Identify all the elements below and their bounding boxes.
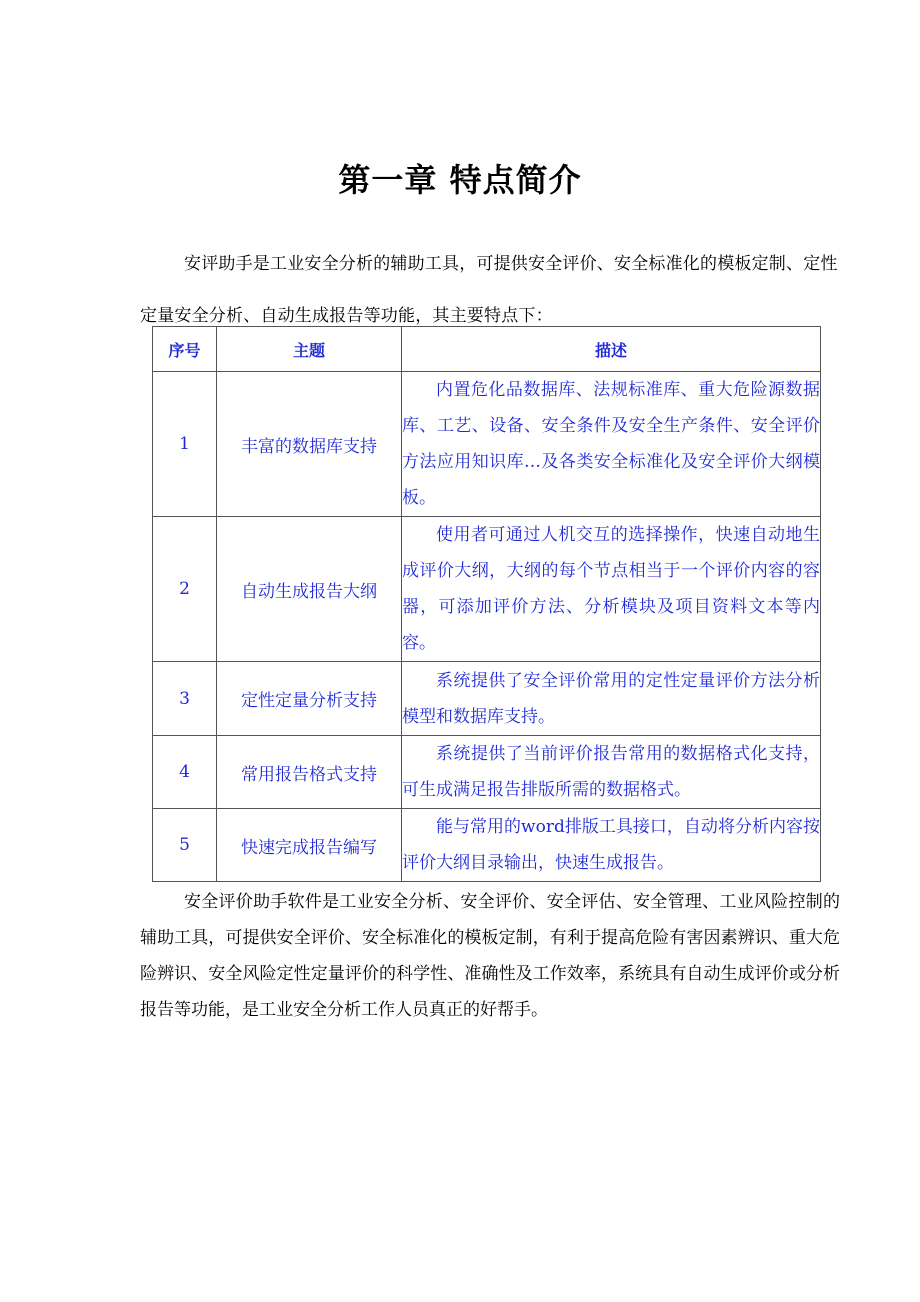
row-description: 系统提供了安全评价常用的定性定量评价方法分析模型和数据库支持。 [402, 662, 821, 736]
header-number: 序号 [153, 327, 217, 372]
row-description: 能与常用的word排版工具接口，自动将分析内容按评价大纲目录输出，快速生成报告。 [402, 809, 821, 882]
row-topic: 快速完成报告编写 [217, 809, 402, 882]
row-number: 2 [153, 517, 217, 662]
summary-text: 安全评价助手软件是工业安全分析、安全评价、安全评估、安全管理、工业风险控制的辅助工具，可提供安全评价、安全标准化的模板定制，有利于提高危险有害因素辨识、重大危险辨识、安全风险定性定量评价的科学性、准确性及工作效率，系统具有自动生成评价或分析报告等功能，是工业安全分析工作人员真正的好帮手。 [140, 892, 840, 1020]
table-row [153, 736, 821, 809]
row-number: 1 [153, 372, 217, 517]
header-topic: 主题 [217, 327, 402, 372]
table-row [153, 372, 821, 517]
row-topic: 常用报告格式支持 [217, 736, 402, 809]
row-description: 使用者可通过人机交互的选择操作，快速自动地生成评价大纲，大纲的每个节点相当于一个评价内容的容器，可添加评价方法、分析模块及项目资料文本等内容。 [402, 517, 821, 662]
row-number: 5 [153, 809, 217, 882]
table-row [153, 517, 821, 662]
intro-text: 安评助手是工业安全分析的辅助工具，可提供安全评价、安全标准化的模板定制、定性定量安全分析、自动生成报告等功能，其主要特点下： [140, 254, 838, 326]
table-row [153, 809, 821, 882]
header-description: 描述 [402, 327, 821, 372]
page-title: 第一章 特点简介 [338, 161, 582, 199]
table-row [153, 662, 821, 736]
row-number: 3 [153, 662, 217, 736]
row-description: 系统提供了当前评价报告常用的数据格式化支持，可生成满足报告排版所需的数据格式。 [402, 736, 821, 809]
row-topic: 丰富的数据库支持 [217, 372, 402, 517]
row-description: 内置危化品数据库、法规标准库、重大危险源数据库、工艺、设备、安全条件及安全生产条件、安全评价方法应用知识库…及各类安全标准化及安全评价大纲模板。 [402, 372, 821, 517]
row-topic: 自动生成报告大纲 [217, 517, 402, 662]
row-number: 4 [153, 736, 217, 809]
row-topic: 定性定量分析支持 [217, 662, 402, 736]
features-table [152, 326, 821, 882]
table-header-row [153, 327, 821, 372]
summary-paragraph [140, 884, 840, 1028]
